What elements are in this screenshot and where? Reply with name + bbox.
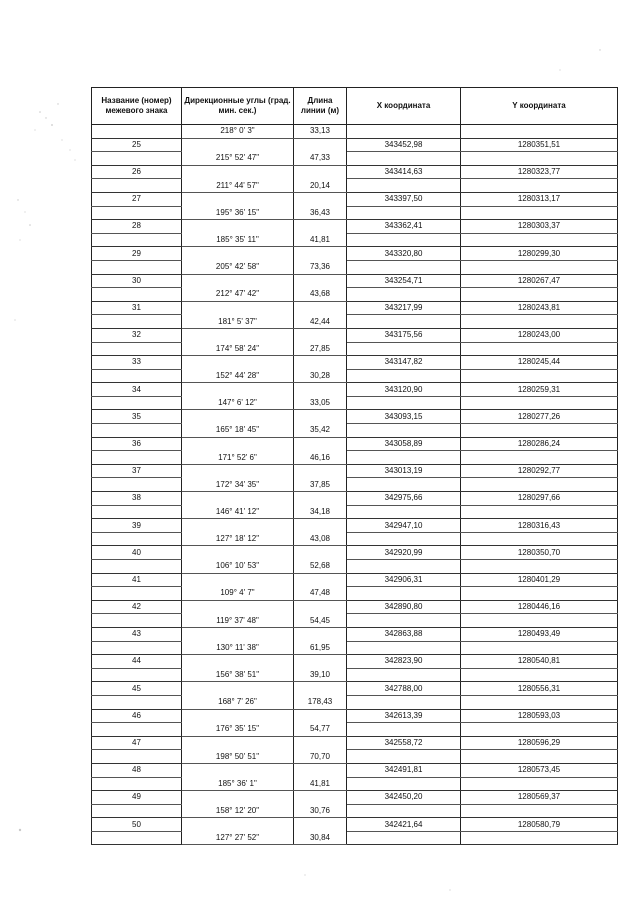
direction-angle-cell: 211° 44' 57"	[182, 179, 294, 193]
point-name-cell: 38	[92, 492, 182, 506]
direction-angle-cell: 195° 36' 15"	[182, 206, 294, 220]
line-length-cell: 30,76	[294, 804, 347, 818]
x-coordinate-cell: 343320,80	[347, 247, 461, 261]
direction-angle-cell: 119° 37' 48"	[182, 614, 294, 628]
point-name-cell: 44	[92, 655, 182, 669]
direction-angle-cell: 106° 10' 53"	[182, 560, 294, 574]
point-name-cell: 37	[92, 464, 182, 478]
point-name-cell: 47	[92, 736, 182, 750]
y-coordinate-cell: 1280596,29	[461, 736, 618, 750]
table-row	[92, 410, 618, 424]
table-row	[92, 695, 618, 709]
table-row	[92, 328, 618, 342]
table-row	[92, 573, 618, 587]
line-length-cell: 54,45	[294, 614, 347, 628]
direction-angle-cell: 127° 27' 52"	[182, 831, 294, 845]
table-row	[92, 125, 618, 139]
table-row	[92, 777, 618, 791]
direction-angle-cell: 146° 41' 12"	[182, 505, 294, 519]
table-row	[92, 519, 618, 533]
x-coordinate-cell: 343093,15	[347, 410, 461, 424]
line-length-cell: 54,77	[294, 723, 347, 737]
x-coordinate-cell: 343058,89	[347, 437, 461, 451]
line-length-cell: 39,10	[294, 668, 347, 682]
point-name-cell: 25	[92, 138, 182, 152]
table-row	[92, 709, 618, 723]
point-name-cell: 50	[92, 818, 182, 832]
point-name-cell: 40	[92, 546, 182, 560]
direction-angle-cell: 176° 35' 15"	[182, 723, 294, 737]
table-body	[92, 125, 618, 845]
x-coordinate-cell: 342450,20	[347, 791, 461, 805]
x-coordinate-cell: 342975,66	[347, 492, 461, 506]
direction-angle-cell: 205° 42' 58"	[182, 260, 294, 274]
table-row	[92, 641, 618, 655]
y-coordinate-cell: 1280540,81	[461, 655, 618, 669]
line-length-cell: 70,70	[294, 750, 347, 764]
point-name-cell: 33	[92, 356, 182, 370]
table-row	[92, 668, 618, 682]
table-row	[92, 424, 618, 438]
x-coordinate-cell: 343254,71	[347, 274, 461, 288]
x-coordinate-cell: 343147,82	[347, 356, 461, 370]
line-length-cell: 46,16	[294, 451, 347, 465]
table-row	[92, 138, 618, 152]
point-name-cell: 48	[92, 763, 182, 777]
y-coordinate-cell: 1280292,77	[461, 464, 618, 478]
y-coordinate-cell: 1280593,03	[461, 709, 618, 723]
point-name-cell: 39	[92, 519, 182, 533]
point-name-cell: 34	[92, 383, 182, 397]
table-row	[92, 247, 618, 261]
table-row	[92, 179, 618, 193]
y-coordinate-cell: 1280259,31	[461, 383, 618, 397]
table-row	[92, 152, 618, 166]
x-coordinate-cell: 343414,63	[347, 165, 461, 179]
table-row	[92, 165, 618, 179]
table-row	[92, 464, 618, 478]
direction-angle-cell: 172° 34' 35"	[182, 478, 294, 492]
line-length-cell: 34,18	[294, 505, 347, 519]
point-name-cell: 29	[92, 247, 182, 261]
y-coordinate-cell: 1280303,37	[461, 220, 618, 234]
y-coordinate-cell: 1280351,51	[461, 138, 618, 152]
point-name-cell: 30	[92, 274, 182, 288]
table-row	[92, 383, 618, 397]
table-row	[92, 478, 618, 492]
line-length-cell: 20,14	[294, 179, 347, 193]
table-row	[92, 206, 618, 220]
table-row	[92, 532, 618, 546]
point-name-cell: 26	[92, 165, 182, 179]
y-coordinate-cell: 1280277,26	[461, 410, 618, 424]
y-coordinate-cell: 1280313,17	[461, 192, 618, 206]
y-coordinate-cell: 1280297,66	[461, 492, 618, 506]
x-coordinate-cell: 342558,72	[347, 736, 461, 750]
table-row	[92, 342, 618, 356]
table-row	[92, 233, 618, 247]
point-name-cell: 45	[92, 682, 182, 696]
table-row	[92, 627, 618, 641]
table-row	[92, 587, 618, 601]
table-row	[92, 288, 618, 302]
line-length-cell: 41,81	[294, 233, 347, 247]
y-coordinate-cell: 1280245,44	[461, 356, 618, 370]
table-row	[92, 818, 618, 832]
y-coordinate-cell: 1280267,47	[461, 274, 618, 288]
coordinates-table	[91, 87, 618, 845]
table-row	[92, 356, 618, 370]
direction-angle-cell: 156° 38' 51"	[182, 668, 294, 682]
line-length-cell: 37,85	[294, 478, 347, 492]
y-coordinate-cell: 1280316,43	[461, 519, 618, 533]
table-row	[92, 492, 618, 506]
line-length-cell: 47,48	[294, 587, 347, 601]
y-coordinate-cell: 1280573,45	[461, 763, 618, 777]
table-row	[92, 763, 618, 777]
table-row	[92, 723, 618, 737]
y-coordinate-cell: 1280556,31	[461, 682, 618, 696]
x-coordinate-cell: 342906,31	[347, 573, 461, 587]
direction-angle-cell: 198° 50' 51"	[182, 750, 294, 764]
point-name-cell: 41	[92, 573, 182, 587]
direction-angle-cell: 212° 47' 42"	[182, 288, 294, 302]
x-coordinate-cell: 342890,80	[347, 600, 461, 614]
table-row	[92, 736, 618, 750]
line-length-cell: 43,68	[294, 288, 347, 302]
point-name-cell: 49	[92, 791, 182, 805]
y-coordinate-cell: 1280493,49	[461, 627, 618, 641]
direction-angle-cell: 168° 7' 26"	[182, 695, 294, 709]
table-row	[92, 315, 618, 329]
x-coordinate-cell: 342863,88	[347, 627, 461, 641]
direction-angle-cell: 152° 44' 28"	[182, 369, 294, 383]
header-line-length: Длина линии (м)	[294, 88, 347, 125]
table-row	[92, 791, 618, 805]
point-name-cell: 32	[92, 328, 182, 342]
line-length-cell: 35,42	[294, 424, 347, 438]
y-coordinate-cell: 1280323,77	[461, 165, 618, 179]
point-name-cell: 46	[92, 709, 182, 723]
y-coordinate-cell: 1280243,81	[461, 301, 618, 315]
y-coordinate-cell: 1280243,00	[461, 328, 618, 342]
header-x-coordinate: X координата	[347, 88, 461, 125]
x-coordinate-cell: 342947,10	[347, 519, 461, 533]
table-row	[92, 192, 618, 206]
y-coordinate-cell: 1280580,79	[461, 818, 618, 832]
direction-angle-cell: 181° 5' 37"	[182, 315, 294, 329]
x-coordinate-cell: 343175,56	[347, 328, 461, 342]
direction-angle-cell: 158° 12' 20"	[182, 804, 294, 818]
table-row	[92, 560, 618, 574]
line-length-cell: 61,95	[294, 641, 347, 655]
table-row	[92, 260, 618, 274]
x-coordinate-cell: 343217,99	[347, 301, 461, 315]
direction-angle-cell: 218° 0' 3"	[182, 125, 294, 139]
direction-angle-cell: 127° 18' 12"	[182, 532, 294, 546]
table-row	[92, 750, 618, 764]
line-length-cell: 33,05	[294, 396, 347, 410]
line-length-cell: 42,44	[294, 315, 347, 329]
header-direction-angle: Дирекционные углы (град. мин. сек.)	[182, 88, 294, 125]
y-coordinate-cell: 1280401,29	[461, 573, 618, 587]
table-row	[92, 451, 618, 465]
x-coordinate-cell: 343397,50	[347, 192, 461, 206]
direction-angle-cell: 165° 18' 45"	[182, 424, 294, 438]
table-row	[92, 546, 618, 560]
point-name-cell: 42	[92, 600, 182, 614]
point-name-cell: 43	[92, 627, 182, 641]
line-length-cell: 30,84	[294, 831, 347, 845]
x-coordinate-cell: 342421,64	[347, 818, 461, 832]
y-coordinate-cell: 1280286,24	[461, 437, 618, 451]
x-coordinate-cell: 342920,99	[347, 546, 461, 560]
line-length-cell: 33,13	[294, 125, 347, 139]
header-y-coordinate: Y координата	[461, 88, 618, 125]
header-point-name: Название (номер) межевого знака	[92, 88, 182, 125]
direction-angle-cell: 174° 58' 24"	[182, 342, 294, 356]
table-row	[92, 600, 618, 614]
line-length-cell: 178,43	[294, 695, 347, 709]
x-coordinate-cell: 342788,00	[347, 682, 461, 696]
table-header-row	[92, 88, 618, 125]
line-length-cell: 47,33	[294, 152, 347, 166]
direction-angle-cell: 185° 36' 1"	[182, 777, 294, 791]
line-length-cell: 27,85	[294, 342, 347, 356]
table-row	[92, 396, 618, 410]
table-row	[92, 220, 618, 234]
table-row	[92, 614, 618, 628]
point-name-cell: 28	[92, 220, 182, 234]
point-name-cell: 31	[92, 301, 182, 315]
y-coordinate-cell: 1280569,37	[461, 791, 618, 805]
x-coordinate-cell: 342491,81	[347, 763, 461, 777]
line-length-cell: 41,81	[294, 777, 347, 791]
line-length-cell: 30,28	[294, 369, 347, 383]
table-row	[92, 804, 618, 818]
direction-angle-cell: 185° 35' 11"	[182, 233, 294, 247]
table-row	[92, 655, 618, 669]
line-length-cell: 43,08	[294, 532, 347, 546]
y-coordinate-cell: 1280299,30	[461, 247, 618, 261]
line-length-cell: 36,43	[294, 206, 347, 220]
table-row	[92, 831, 618, 845]
x-coordinate-cell: 343452,98	[347, 138, 461, 152]
table-row	[92, 682, 618, 696]
point-name-cell: 36	[92, 437, 182, 451]
table-row	[92, 437, 618, 451]
point-name-cell: 35	[92, 410, 182, 424]
point-name-cell: 27	[92, 192, 182, 206]
line-length-cell: 73,36	[294, 260, 347, 274]
direction-angle-cell: 109° 4' 7"	[182, 587, 294, 601]
table-row	[92, 369, 618, 383]
x-coordinate-cell: 342613,39	[347, 709, 461, 723]
x-coordinate-cell: 342823,90	[347, 655, 461, 669]
table-row	[92, 301, 618, 315]
y-coordinate-cell: 1280446,16	[461, 600, 618, 614]
x-coordinate-cell: 343362,41	[347, 220, 461, 234]
x-coordinate-cell: 343013,19	[347, 464, 461, 478]
direction-angle-cell: 171° 52' 6"	[182, 451, 294, 465]
direction-angle-cell: 215° 52' 47"	[182, 152, 294, 166]
line-length-cell: 52,68	[294, 560, 347, 574]
x-coordinate-cell: 343120,90	[347, 383, 461, 397]
table-row	[92, 274, 618, 288]
direction-angle-cell: 147° 6' 12"	[182, 396, 294, 410]
y-coordinate-cell: 1280350,70	[461, 546, 618, 560]
table-row	[92, 505, 618, 519]
direction-angle-cell: 130° 11' 38"	[182, 641, 294, 655]
